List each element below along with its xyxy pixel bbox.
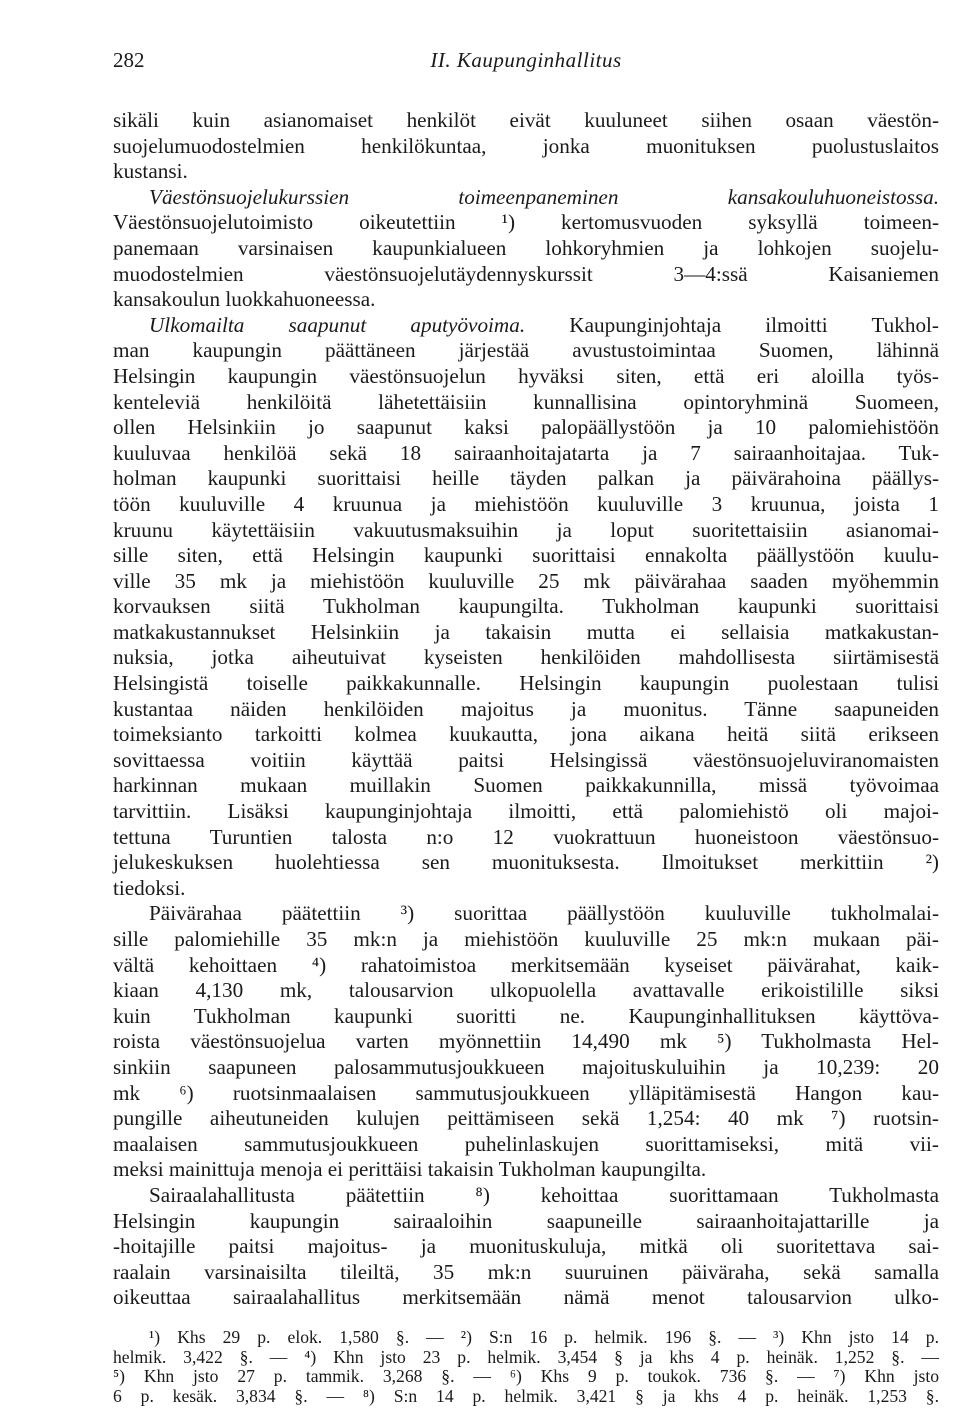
body-line: maalaisen sammutusjoukkueen puhelinlaskujen suorittamiseksi, mitä vii- [113, 1131, 939, 1156]
body-line: man kaupungin päättäneen järjestää avustustoimintaa Suomen, lähinnä [113, 338, 939, 363]
body-line: Helsingin kaupungin väestönsuojelun hyväksi siten, että eri aloilla työs- [113, 363, 939, 388]
body-line: Väestönsuojelukurssien toimeenpaneminen kansakouluhuoneistossa. [149, 184, 939, 209]
running-head: II. Kaupunginhallitus [430, 48, 622, 72]
body-line: -hoitajille paitsi majoitus- ja muonituskuluja, mitkä oli suoritettava sai- [113, 1234, 939, 1259]
body-line: harkinnan mukaan muillakin Suomen paikkakunnilla, missä työvoimaa [113, 773, 939, 798]
body-line: nuksia, jotka aiheutuivat kyseisten henkilöiden mahdollisesta siirtämisestä [113, 645, 939, 670]
page-header [113, 40, 939, 80]
body-line: vältä kehoittaen ⁴) rahatoimistoa merkitsemään kyseiset päivärahat, kaik- [113, 952, 939, 977]
body-line: meksi mainittuja menoja ei perittäisi takaisin Tukholman kaupungilta. [113, 1157, 707, 1182]
body-line: tiedoksi. [113, 875, 186, 900]
body-line: sikäli kuin asianomaiset henkilöt eivät kuuluneet siihen osaan väestön- [113, 108, 939, 132]
body-line: sinkiin saapuneen palosammutusjoukkueen majoituskuluihin ja 10,239: 20 [113, 1054, 939, 1079]
body-line: kustantaa näiden henkilöiden majoitus ja muonitus. Tänne saapuneiden [113, 696, 939, 721]
body-line: toimeksianto tarkoitti kolmea kuukautta, jona aikana heitä siitä erikseen [113, 722, 939, 747]
body-line: pungille aiheutuneiden kulujen peittämiseen sekä 1,254: 40 mk ⁷) ruotsin- [113, 1106, 939, 1131]
body-line: kuuluvaa henkilöä sekä 18 sairaanhoitajatarta ja 7 sairaanhoitajaa. Tuk- [113, 440, 939, 465]
body-line: sovittaessa voitiin käyttää paitsi Helsingissä väestönsuojeluviranomaisten [113, 747, 939, 772]
body-line: kustansi. [113, 159, 188, 184]
body-line: holman kaupunki suorittaisi heille täyden palkan ja päivärahoina päällys- [113, 466, 939, 491]
footnote-line: 6 p. kesäk. 3,834 §. — ⁸) S:n 14 p. helmik. 3,421 § ja khs 4 p. heinäk. 1,253 §. [113, 1385, 939, 1406]
body-line: Helsingistä toiselle paikkakunnalle. Helsingin kaupungin puolestaan tulisi [113, 671, 939, 696]
body-line: tarvittiin. Lisäksi kaupunginjohtaja ilmoitti, että palomiehistö oli majoi- [113, 799, 939, 824]
body-line: sille palomiehille 35 mk:n ja miehistöön kuuluville 25 mk:n mukaan päi- [113, 927, 939, 951]
body-line: kiaan 4,130 mk, talousarvion ulkopuolella avattavalle erikoistilille siksi [113, 978, 939, 1003]
body-line: töön kuuluville 4 kruunua ja miehistöön kuuluville 3 kruunua, joista 1 [113, 491, 939, 516]
body-line: roista väestönsuojelua varten myönnettiin 14,490 mk ⁵) Tukholmasta Hel- [113, 1029, 939, 1054]
body-line: kruunu käytettäisiin vakuutusmaksuihin ja loput suoritettaisiin asianomai- [113, 517, 939, 542]
body-line: kansakoulun luokkahuoneessa. [113, 287, 376, 312]
body-line: Ulkomailta saapunut aputyövoima. Kaupunginjohtaja ilmoitti Tukhol- [149, 312, 939, 337]
body-line: suojelumuodostelmien henkilökuntaa, jonka muonituksen puolustuslaitos [113, 133, 939, 158]
body-line: Sairaalahallitusta päätettiin ⁸) kehoittaa suorittamaan Tukholmasta [149, 1182, 939, 1207]
body-text [113, 108, 939, 1311]
page-number: 282 [113, 48, 145, 72]
body-line: ollen Helsinkiin jo saapunut kaksi palopäällystöön ja 10 palomiehistöön [113, 415, 939, 440]
footnote-line: ¹) Khs 29 p. elok. 1,580 §. — ²) S:n 16 p. helmik. 196 §. — ³) Khn jsto 14 p. [149, 1327, 939, 1347]
body-line: muodostelmien väestönsuojelutäydennyskurssit 3—4:ssä Kaisaniemen [113, 261, 939, 286]
body-line: jelukeskuksen huolehtiessa sen muonituksesta. Ilmoitukset merkittiin ²) [113, 850, 939, 875]
footnote-line: ⁵) Khn jsto 27 p. tammik. 3,268 §. — ⁶) Khs 9 p. toukok. 736 §. — ⁷) Khn jsto [113, 1366, 939, 1386]
body-line: Päivärahaa päätettiin ³) suorittaa päällystöön kuuluville tukholmalai- [149, 901, 939, 926]
body-line: tettuna Turuntien talosta n:o 12 vuokrattuun huoneistoon väestönsuo- [113, 824, 939, 849]
body-line: kenteleviä henkilöitä lähetettäisiin kunnallisina opintoryhminä Suomeen, [113, 389, 939, 414]
body-line: matkakustannukset Helsinkiin ja takaisin mutta ei sellaisia matkakustan- [113, 619, 939, 644]
body-line: ville 35 mk ja miehistöön kuuluville 25 mk päivärahaa saaden myöhemmin [113, 568, 939, 593]
body-line: sille siten, että Helsingin kaupunki suorittaisi ennakolta päällystöön kuulu- [113, 543, 939, 568]
body-line: mk ⁶) ruotsinmaalaisen sammutusjoukkueen ylläpitämisestä Hangon kau- [113, 1080, 939, 1105]
body-line: Väestönsuojelutoimisto oikeutettiin ¹) kertomusvuoden syksyllä toimeen- [113, 210, 939, 235]
footnote-line: helmik. 3,422 §. — ⁴) Khn jsto 23 p. helmik. 3,454 § ja khs 4 p. heinäk. 1,252 §. — [113, 1346, 939, 1367]
body-line: korvauksen siitä Tukholman kaupungilta. Tukholman kaupunki suorittaisi [113, 594, 939, 619]
body-line: kuin Tukholman kaupunki suoritti ne. Kaupunginhallituksen käyttöva- [113, 1003, 939, 1028]
footnotes [113, 1328, 939, 1406]
body-line: Helsingin kaupungin sairaaloihin saapuneille sairaanhoitajattarille ja [113, 1208, 939, 1233]
body-line: oikeuttaa sairaalahallitus merkitsemään nämä menot talousarvion ulko- [113, 1285, 939, 1310]
body-line: raalain varsinaisilta tileiltä, 35 mk:n suuruinen päiväraha, sekä samalla [113, 1259, 939, 1284]
body-line: panemaan varsinaisen kaupunkialueen lohkoryhmien ja lohkojen suojelu- [113, 235, 939, 260]
